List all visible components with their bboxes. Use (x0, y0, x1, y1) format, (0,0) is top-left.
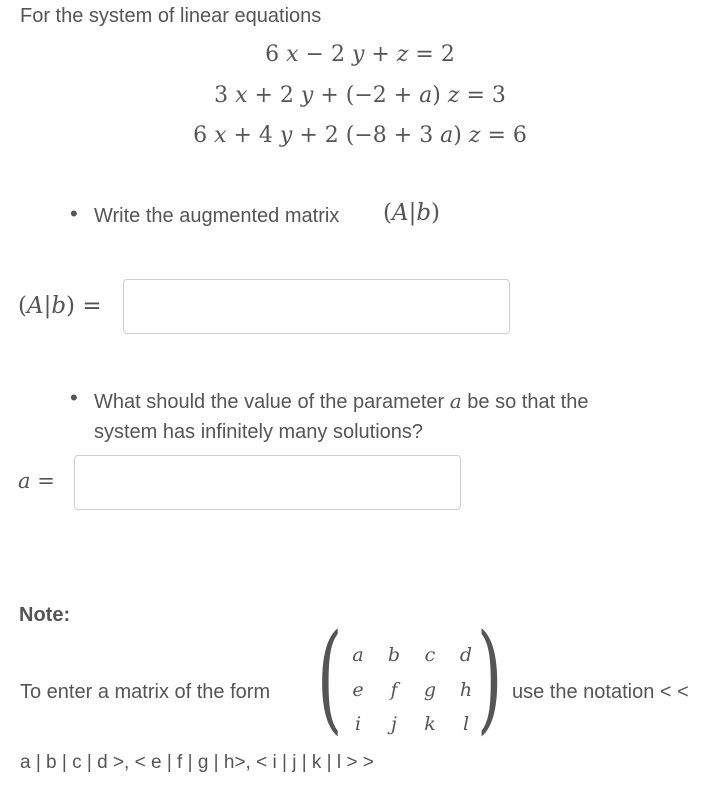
matrix-cell: f (390, 679, 398, 701)
q1-label: (𝐴|𝑏) = (18, 293, 102, 319)
notation-example: a | b | c | d >, < e | f | g | h>, < i | j | k | l > > (20, 752, 374, 773)
matrix-cell: j (391, 713, 397, 735)
matrix-cell: b (387, 644, 401, 666)
matrix-cell: k (424, 713, 436, 735)
q2-text-after: be so that the (467, 391, 589, 413)
q2-text-before: What should the value of the parameter (94, 391, 445, 413)
bullet-1: • (70, 201, 78, 226)
note-text-right: use the notation < < (512, 681, 689, 703)
bullet-2: • (70, 385, 78, 410)
q2-text-line2: system has infinitely many solutions? (94, 421, 424, 443)
left-paren-icon: ( (317, 608, 343, 746)
q2-param: 𝑎 (449, 389, 462, 413)
matrix-cell: l (462, 713, 470, 735)
matrix-cell: a (352, 644, 364, 666)
q2-text-line1 (94, 389, 588, 414)
intro-text: For the system of linear equations (20, 5, 322, 27)
q1-text: Write the augmented matrix (94, 205, 340, 227)
matrix-cell: g (423, 679, 437, 701)
matrix-cell: e (352, 679, 364, 701)
equation-1: 6 𝑥 − 2 𝑦 + 𝑧 = 2 (265, 42, 455, 67)
matrix-cell: i (354, 713, 362, 735)
equation-2: 3 𝑥 + 2 𝑦 + (−2 + 𝑎) 𝑧 = 3 (214, 83, 506, 108)
right-paren-icon: ) (477, 608, 503, 746)
parameter-a-input[interactable] (74, 455, 461, 510)
q2-label: 𝑎 = (18, 469, 55, 493)
example-matrix (317, 608, 503, 746)
note-heading: Note: (19, 604, 71, 626)
matrix-cell: h (459, 679, 473, 701)
matrix-cell: d (459, 644, 473, 666)
note-text-left: To enter a matrix of the form (20, 681, 271, 703)
matrix-cell: c (424, 644, 436, 666)
augmented-matrix-input[interactable] (123, 279, 510, 334)
equation-3: 6 𝑥 + 4 𝑦 + 2 (−8 + 3 𝑎) 𝑧 = 6 (193, 123, 527, 148)
q1-math: (𝐴|𝑏) (383, 200, 441, 226)
